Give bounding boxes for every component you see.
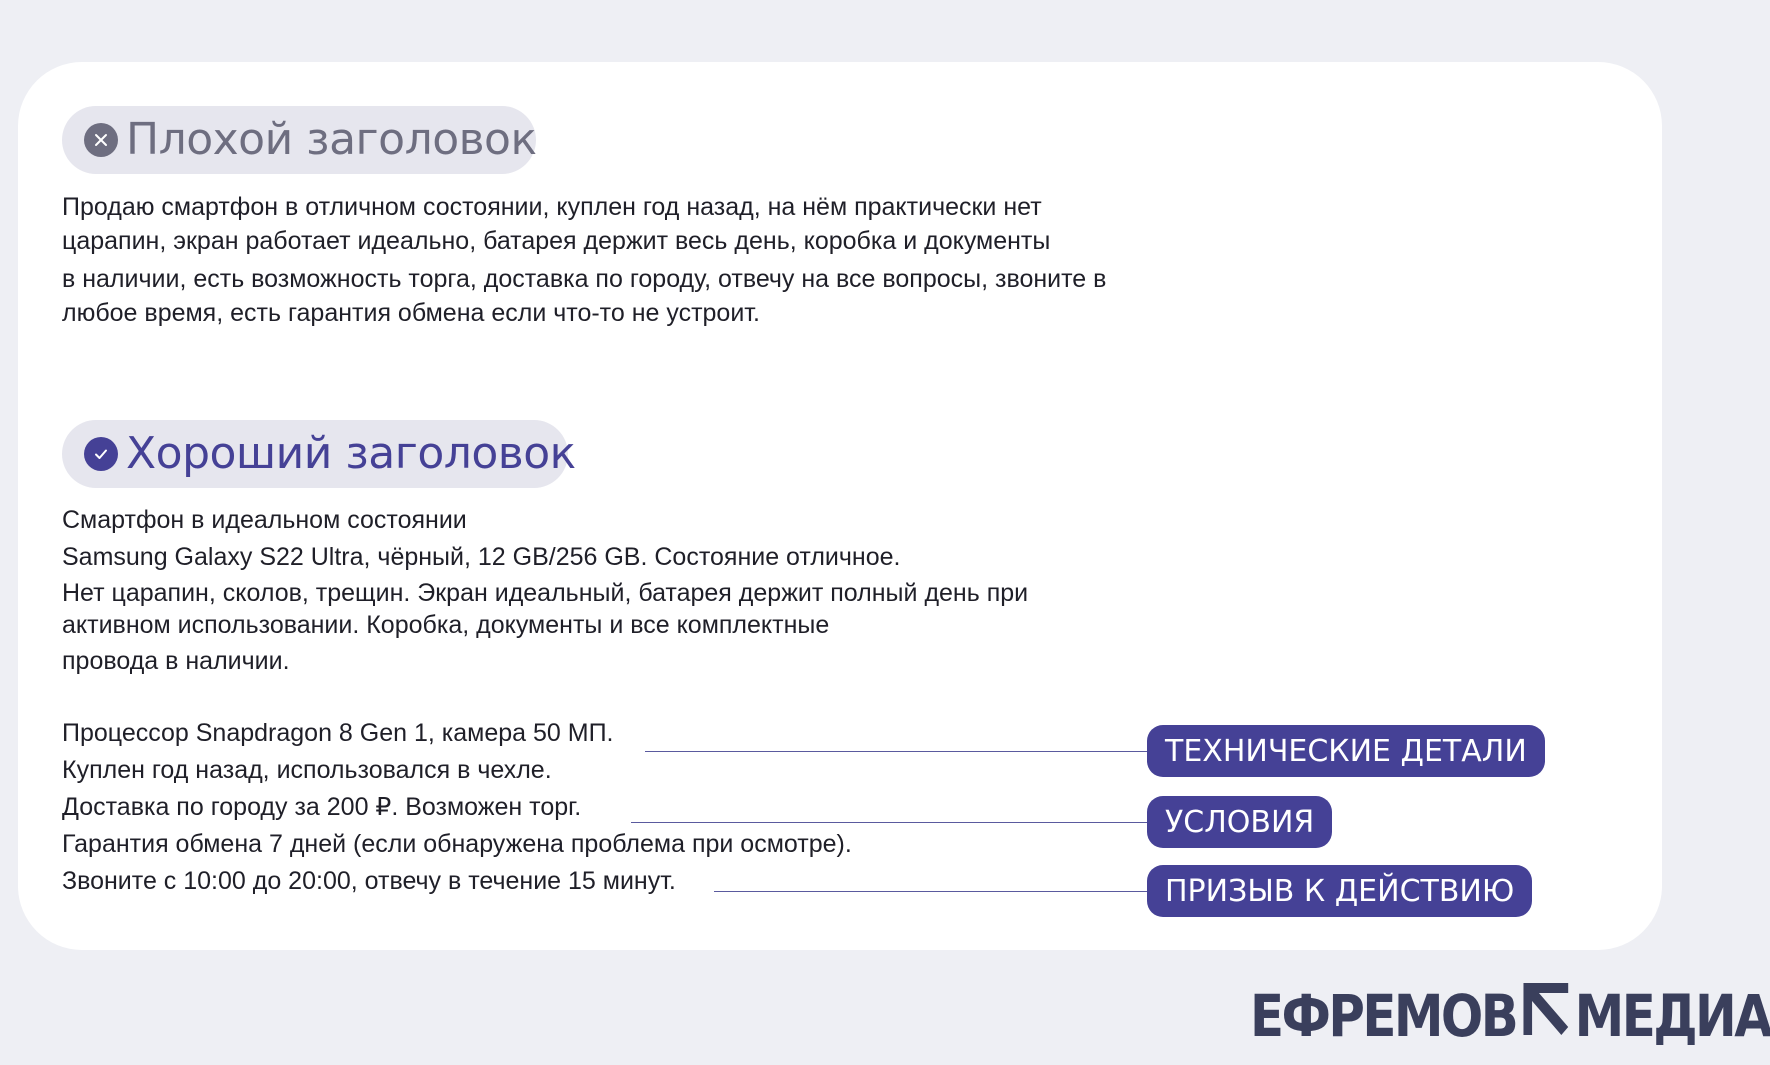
- conditions-connector: [631, 822, 1166, 823]
- good-line: Нет царапин, сколов, трещин. Экран идеальный, батарея держит полный день при активном использовании. Коробка, документы и все комплектные: [62, 579, 1029, 639]
- call-to-action-connector: [714, 891, 1166, 892]
- bad-paragraph: Продаю смартфон в отличном состоянии, куплен год назад, на нём практически нет царапин, экран работает идеально, батарея держит весь день, коробка и документы: [62, 193, 1051, 255]
- logo-text-right: МЕДИА: [1574, 982, 1770, 1050]
- brand-logo: [1250, 982, 1770, 1050]
- bad-title-pill: [62, 106, 536, 174]
- good-title: Хороший заголовок: [126, 428, 576, 479]
- tag-conditions: УСЛОВИЯ: [1147, 796, 1332, 848]
- good-line-call-to-action: Звоните с 10:00 до 20:00, отвечу в течение 15 минут.: [62, 867, 676, 895]
- good-line: Гарантия обмена 7 дней (если обнаружена проблема при осмотре).: [62, 830, 852, 858]
- technical-connector: [645, 751, 1166, 752]
- logo-text-left: ЕФРЕМОВ: [1250, 982, 1517, 1050]
- good-line: провода в наличии.: [62, 647, 290, 675]
- good-description: [62, 503, 1122, 898]
- good-line: Куплен год назад, использовался в чехле.: [62, 756, 552, 784]
- arrow-logo-icon: [1521, 981, 1569, 1051]
- content-card: [18, 62, 1662, 950]
- bad-paragraph: в наличии, есть возможность торга, доставка по городу, отвечу на все вопросы, звоните в любое время, есть гарантия обмена если что-то не устроит.: [62, 265, 1107, 327]
- good-title-pill: [62, 420, 576, 488]
- tag-call-to-action: ПРИЗЫВ К ДЕЙСТВИЮ: [1147, 865, 1532, 917]
- good-line: Samsung Galaxy S22 Ultra, чёрный, 12 GB/256 GB. Состояние отличное.: [62, 543, 901, 571]
- good-line-conditions: Доставка по городу за 200 ₽. Возможен торг.: [62, 793, 582, 821]
- good-line-technical: Процессор Snapdragon 8 Gen 1, камера 50 МП.: [62, 719, 614, 747]
- x-circle-icon: [84, 123, 118, 157]
- tag-technical-details: ТЕХНИЧЕСКИЕ ДЕТАЛИ: [1147, 725, 1545, 777]
- bad-title: Плохой заголовок: [126, 114, 537, 165]
- bad-description: [62, 190, 1122, 330]
- check-circle-icon: [84, 437, 118, 471]
- good-line: Смартфон в идеальном состоянии: [62, 506, 467, 534]
